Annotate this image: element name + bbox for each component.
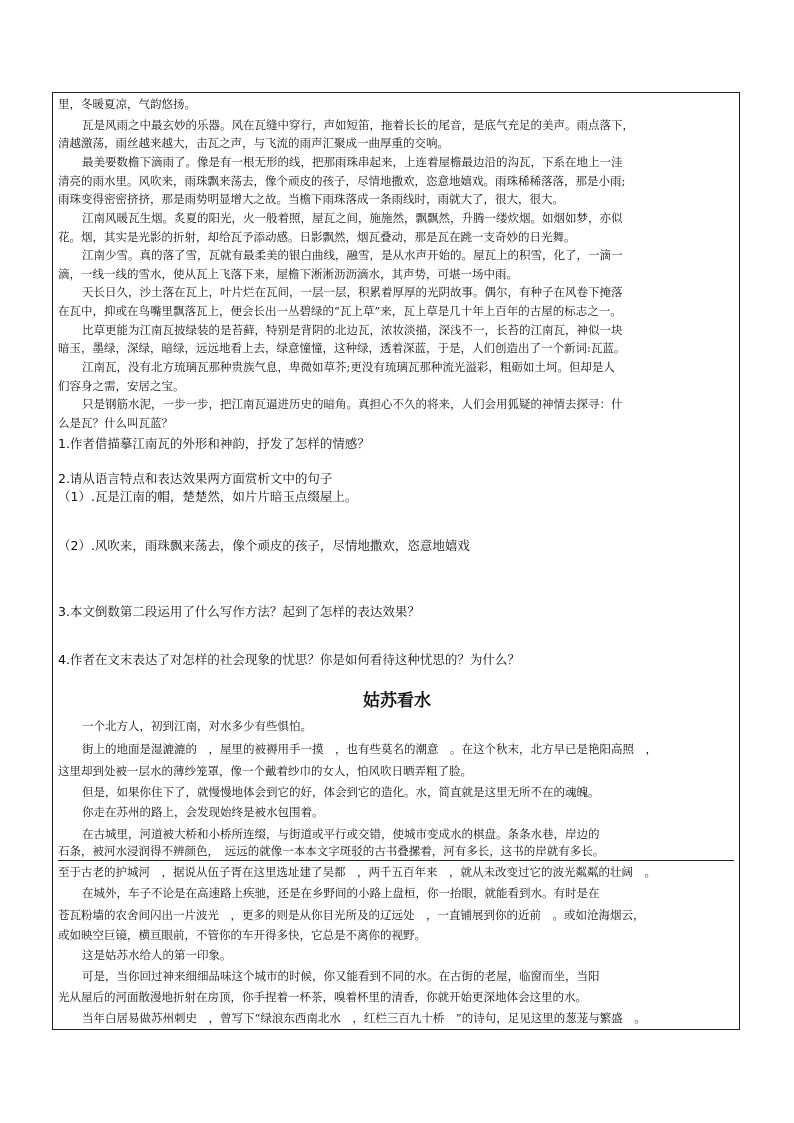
paragraph-line: 只是钢筋水泥，一步一步，把江南瓦逼进历史的暗角。真担心不久的将来，人们会用狐疑的神情去探寻：什: [82, 397, 623, 411]
divider-line: [58, 860, 734, 861]
paragraph-line: 最美要数檐下滴雨了。像是有一根无形的线，把那雨珠串起来，上连着屋檐最边沿的沟瓦，下系在地上一洼: [82, 155, 623, 169]
paragraph-line: 暗玉，墨绿，深绿，暗绿，远远地看上去，绿意憧憧，这种绿，透着深蓝，于是，人们创造出了一个新词:瓦蓝。: [58, 341, 626, 355]
question-2: 2.请从语言特点和表达效果两方面赏析文中的句子: [58, 471, 333, 486]
paragraph-line: 瓦是风雨之中最玄妙的乐器。风在瓦缝中穿行，声如短笛，拖着长长的尾音，是底气充足的美声。雨点落下，: [82, 118, 634, 132]
paragraph-line: 清越激荡，雨丝越来越大，击瓦之声，与飞流的雨声汇聚成一曲厚重的交响。: [58, 136, 449, 150]
paragraph-line: 江南少雪。真的落了雪，瓦就有最柔美的银白曲线，融雪，是从水声开始的。屋瓦上的积雪，化了，一滴一: [82, 248, 623, 262]
question-2-item-1: （1）.瓦是江南的帽，楚楚然，如片片暗玉点缀屋上。: [58, 489, 358, 504]
paragraph-line: 一个北方人，初到江南，对水多少有些惧怕。: [82, 719, 312, 733]
paragraph-line: 光从屋后的河面散漫地折射在房顶，你手捏着一杯茶，嗅着杯里的清香，你就开始更深地体会这里的水。: [58, 990, 587, 1004]
paragraph-line: 在古城里，河道被大桥和小桥所连缀，与街道或平行或交错，使城市变成水的棋盘。条条水巷，岸边的: [82, 827, 600, 841]
paragraph-line: 江南瓦，没有北方琉璃瓦那种贵族气息，卑微如草芥;更没有琉璃瓦那种流光溢彩，粗砺如土坷。但却是人: [82, 360, 615, 374]
article-title: 姑苏看水: [363, 691, 431, 711]
paragraph-line: 可是，当你回过神来细细品味这个城市的时候，你又能看到不同的水。在古街的老屋，临窗而坐，当阳: [82, 969, 600, 983]
paragraph-line: 里，冬暖夏凉，气韵悠扬。: [58, 97, 196, 111]
paragraph-line: 当年白居易做苏州刺史 ，曾写下“绿浪东西南北水 ，红栏三百九十桥 ”的诗句，足见这里的葱茏与繁盛 。: [82, 1011, 646, 1025]
paragraph-line: 你走在苏州的路上，会发现始终是被水包围着。: [82, 805, 324, 819]
paragraph-line: 花。烟，其实是光影的折射，却给瓦予添动感。日影飘然，烟瓦叠动，那是瓦在跳一支奇妙的日光舞。: [58, 230, 576, 244]
paragraph-line: 在城外，车子不论是在高速路上疾驰，还是在乡野间的小路上盘桓，你一抬眼，就能看到水。有时是在: [82, 886, 600, 900]
paragraph-line: 滴，一线一线的雪水，使从瓦上飞落下来，屋檐下淅淅沥沥滴水，其声势，可堪一场中雨。: [58, 267, 518, 281]
question-3: 3.本文倒数第二段运用了什么写作方法？起到了怎样的表达效果？: [58, 604, 420, 619]
paragraph-line: 雨珠变得密密挤挤，那是雨势明显增大之故。当檐下雨珠落成一条雨线时，雨就大了，很大，很大。: [58, 192, 564, 206]
paragraph-line: 么是瓦？什么叫瓦蓝？: [58, 416, 173, 430]
question-2-item-2: （2）.风吹来，雨珠飘来荡去，像个顽皮的孩子，尽情地撒欢，恣意地嬉戏: [58, 538, 470, 553]
paragraph-line: 但是，如果你住下了，就慢慢地体会到它的好，体会到它的造化。水，简直就是这里无所不在的魂魄。: [82, 785, 600, 799]
paragraph-line: 或如映空巨镜，横亘眼前，不管你的车开得多快，它总是不离你的视野。: [58, 928, 426, 942]
paragraph-line: 天长日久，沙土落在瓦上，叶片烂在瓦间，一层一层，积累着厚厚的光阴故事。偶尔，有种子在风卷下掩落: [82, 285, 623, 299]
paragraph-line: 这是姑苏水给人的第一印象。: [82, 948, 232, 962]
paragraph-line: 在瓦中，抑或在鸟嘴里飘落瓦上，便会长出一丛碧绿的“瓦上草”来，瓦上草是几十年上百年的古屋的标志之一。: [58, 304, 622, 318]
paragraph-line: 们容身之需，安居之宝。: [58, 379, 185, 393]
paragraph-line: 街上的地面是湿漉漉的 ，屋里的被褥用手一摸 ，也有些莫名的潮意 。在这个秋末，北方早已是艳阳高照 ，: [82, 742, 657, 756]
paragraph-line: 这里却到处被一层水的薄纱笼罩，像一个戴着纱巾的女人，怕风吹日晒弄粗了脸。: [58, 764, 472, 778]
paragraph-line: 石条，被河水浸润得不辨颜色， 远远的就像一本本文字斑驳的古书叠摞着，河有多长，这书的岸就有多长。: [58, 844, 605, 858]
paragraph-line: 江南风暖瓦生烟。炙夏的阳光，火一般着照，屋瓦之间，施施然，飘飘然，升腾一缕炊烟。如烟如梦，亦似: [82, 211, 623, 225]
paragraph-line: 清亮的雨水里。风吹来，雨珠飘来荡去，像个顽皮的孩子，尽情地撒欢，恣意地嬉戏。雨珠稀稀落落，那是小雨;: [58, 174, 626, 188]
paragraph-line: 至于古老的护城河 ，据说从伍子胥在这里选址建了吴都 ，两千五百年来 ，就从未改变过它的波光粼粼的壮阔 。: [58, 865, 656, 879]
question-1: 1.作者借描摹江南瓦的外形和神韵，抒发了怎样的情感？: [58, 436, 370, 451]
paragraph-line: 比草更能为江南瓦披绿装的是苔藓，特别是背阴的北边瓦，浓妆淡描，深浅不一，长苔的江南瓦，神似一块: [82, 323, 623, 337]
paragraph-line: 苍瓦粉墙的农舍间闪出一片波光 ，更多的则是从你目光所及的辽远处 ，一直铺展到你的近前 。或如沧海烟云，: [58, 908, 645, 922]
question-4: 4.作者在文末表达了对怎样的社会现象的忧思？你是如何看待这种忧思的？为什么？: [58, 652, 520, 667]
